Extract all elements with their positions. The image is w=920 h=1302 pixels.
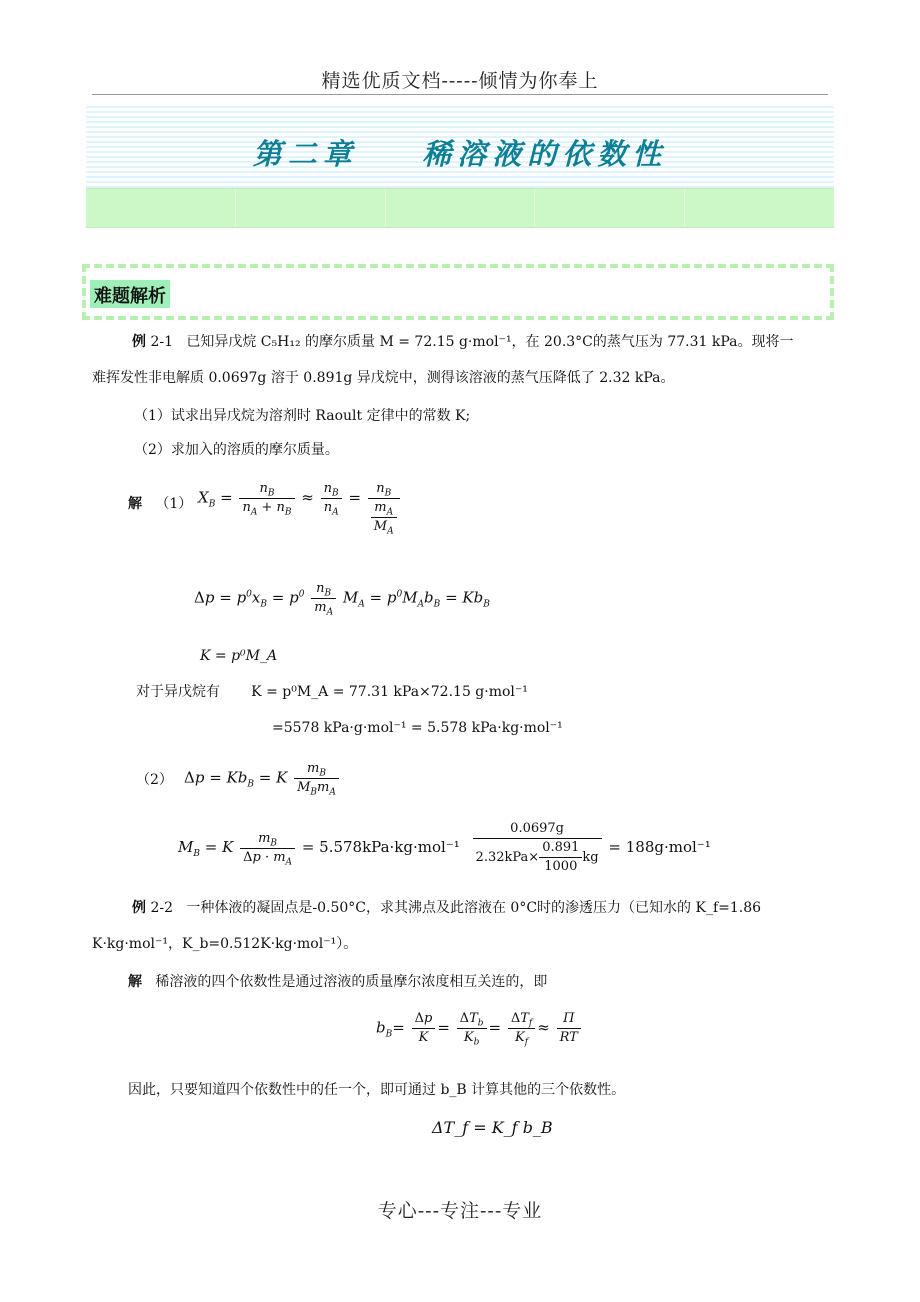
mb-kpa: 2.32kPa× bbox=[475, 850, 540, 865]
example-2-2-line1 bbox=[132, 898, 761, 918]
strip-cell bbox=[535, 189, 685, 227]
example-number: 2-2 bbox=[150, 900, 173, 916]
example-text: 已知异戊烷 C₅H₁₂ 的摩尔质量 M = 72.15 g·mol⁻¹，在 20.3°C的蒸气压为 77.31 kPa。现将一 bbox=[186, 334, 794, 350]
example-2-1-line2: 难挥发性非电解质 0.0697g 溶于 0.891g 异戊烷中，测得该溶液的蒸气压降低了 2.32 kPa。 bbox=[92, 370, 675, 386]
solution-2-intro bbox=[128, 972, 547, 992]
strip-cell bbox=[236, 189, 386, 227]
strip-cell bbox=[685, 189, 834, 227]
freezing-point-equation: ΔT_f = K_f b_B bbox=[432, 1118, 553, 1137]
example-2-2-line2: K·kg·mol⁻¹，K_b=0.512K·kg·mol⁻¹）。 bbox=[92, 936, 358, 952]
chapter-topic: 稀溶液的依数性 bbox=[422, 137, 668, 171]
example-text: 一种体液的凝固点是-0.50°C，求其沸点及此溶液在 0°C时的渗透压力（已知水的 K_f=1.86 bbox=[186, 900, 762, 916]
strip-cell bbox=[386, 189, 536, 227]
part-1-label: （1） bbox=[155, 496, 193, 512]
mb-result: = 188g·mol⁻¹ bbox=[608, 838, 711, 856]
mole-fraction-equation: $X_B$ = $\frac{n_B}{n_A + n_B}$ ≈ $\frac{n_B}{n_A}$ = $\frac{n_B}{\frac{m_A}{M_A}}$ bbox=[198, 480, 402, 536]
vapor-pressure-lowering-equation: $\Delta p = p^0x_B = p^0$ $\frac{n_B}{m_A}$ $M_A = p^0M_Ab_B = Kb_B$ bbox=[194, 581, 490, 618]
k-calculation-1: K = p⁰M_A = 77.31 kPa×72.15 g·mol⁻¹ bbox=[251, 684, 528, 700]
molar-mass-calculation: $M_B = K$ $\frac{m_B}{\Delta p \cdot m_A}$ = 5.578kPa·kg·mol⁻¹ 0.0697g 2.32kPa× $\frac{0.891}{1000}$ kg = 188g·mol⁻¹ bbox=[178, 821, 711, 874]
k-calculation-2: =5578 kPa·g·mol⁻¹ = 5.578 kPa·kg·mol⁻¹ bbox=[272, 720, 563, 736]
therefore-text: 因此，只要知道四个依数性中的任一个，即可通过 b_B 计算其他的三个依数性。 bbox=[128, 1082, 626, 1098]
question-1: （1）试求出异戊烷为溶剂时 Raoult 定律中的常数 K; bbox=[134, 408, 471, 424]
strip-cell bbox=[86, 189, 236, 227]
k-equation: K = p⁰M_A bbox=[200, 648, 278, 664]
colligative-relation-equation: $b_B=$ $\frac{\Delta p}{K}$ = $\frac{\Delta T_b}{K_b}$ = $\frac{\Delta T_f}{K_f}$ ≈ $\frac{\Pi}{RT}$ bbox=[376, 1010, 583, 1047]
solution-text: 稀溶液的四个依数性是通过溶液的质量摩尔浓度相互关连的，即 bbox=[155, 974, 548, 990]
mb-frac-num: 0.891 bbox=[542, 840, 580, 855]
chapter-title bbox=[86, 132, 834, 173]
example-label: 例 bbox=[132, 334, 146, 350]
part-2-label: （2） bbox=[136, 772, 173, 788]
k-for-isopentane bbox=[136, 682, 528, 702]
chapter-number: 第二章 bbox=[252, 137, 358, 171]
mb-numerator: 0.0697g bbox=[510, 821, 564, 836]
mb-mid-value: = 5.578kPa·kg·mol⁻¹ bbox=[301, 838, 460, 856]
example-number: 2-1 bbox=[150, 334, 173, 350]
page-footer: 专心---专注---专业 bbox=[377, 1200, 543, 1222]
header-divider bbox=[92, 94, 828, 95]
question-2: （2）求加入的溶质的摩尔质量。 bbox=[134, 442, 339, 458]
delta-p-kbb-equation: $\Delta p = Kb_B = K$ $\frac{m_B}{M_Bm_A}$ bbox=[184, 760, 341, 797]
solution-label: 解 bbox=[128, 496, 142, 512]
for-isopentane-label: 对于异戊烷有 bbox=[136, 684, 220, 700]
example-2-1-line1 bbox=[132, 332, 794, 352]
example-label: 例 bbox=[132, 900, 146, 916]
mb-frac-den: 1000 bbox=[539, 857, 582, 876]
section-heading-box bbox=[82, 264, 834, 320]
solution-label: 解 bbox=[128, 974, 142, 990]
decorative-table-strip bbox=[86, 188, 834, 228]
solution-label-1 bbox=[128, 494, 192, 514]
section-heading: 难题解析 bbox=[90, 280, 170, 308]
page-header: 精选优质文档-----倾情为你奉上 bbox=[321, 70, 599, 92]
mb-unit: kg bbox=[582, 850, 599, 865]
